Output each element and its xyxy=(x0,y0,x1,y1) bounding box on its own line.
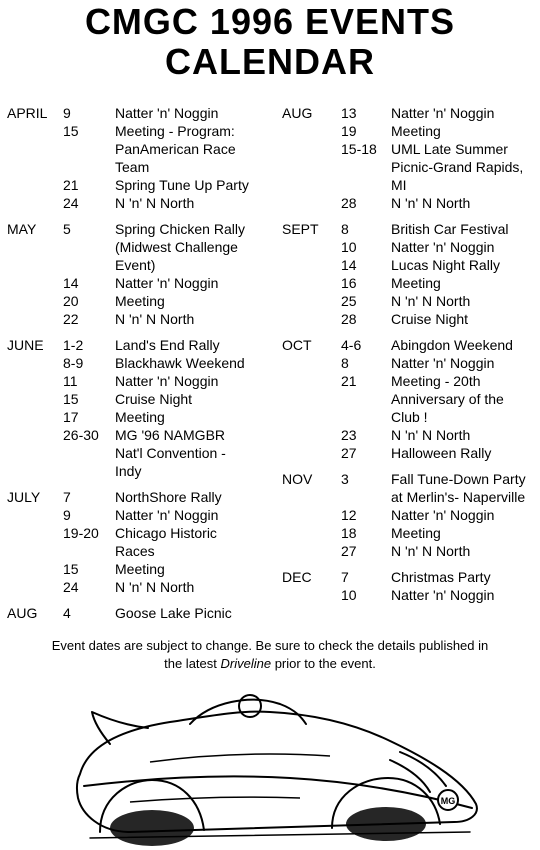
event-title xyxy=(115,426,279,480)
event-title xyxy=(115,506,279,524)
event-date: 25 xyxy=(341,293,357,309)
event-row xyxy=(341,140,540,194)
event-title-line: Meeting xyxy=(115,293,165,309)
event-date: 8-9 xyxy=(63,355,84,371)
event-title xyxy=(391,426,540,444)
event-date: 20 xyxy=(63,293,79,309)
event-date: 13 xyxy=(341,105,357,121)
event-list xyxy=(63,336,279,480)
event-row xyxy=(341,506,540,524)
note-text-after: prior to the event. xyxy=(271,656,376,671)
event-row xyxy=(63,122,279,176)
event-title xyxy=(115,578,279,596)
event-title xyxy=(115,310,279,328)
event-title-line: Natter 'n' Noggin xyxy=(391,507,495,523)
event-title xyxy=(391,256,540,274)
event-title xyxy=(391,238,540,256)
event-date: 28 xyxy=(341,195,357,211)
event-row xyxy=(341,586,540,604)
event-title xyxy=(391,310,540,328)
event-row xyxy=(341,310,540,328)
event-title xyxy=(115,292,279,310)
event-row xyxy=(63,604,279,622)
event-title xyxy=(115,104,279,122)
event-title-line: NorthShore Rally xyxy=(115,489,222,505)
event-row xyxy=(63,310,279,328)
event-date: 23 xyxy=(341,427,357,443)
event-title xyxy=(391,524,540,542)
event-title xyxy=(115,524,279,560)
month-block-oct xyxy=(282,336,540,462)
event-title-line: Races xyxy=(115,543,155,559)
event-title-line: Lucas Night Rally xyxy=(391,257,500,273)
month-block-april xyxy=(7,104,279,212)
event-title xyxy=(391,274,540,292)
event-title-line: N 'n' N North xyxy=(115,311,195,327)
event-date: 26-30 xyxy=(63,427,99,443)
event-date: 3 xyxy=(341,471,349,487)
event-title-line: at Merlin's- Naperville xyxy=(391,489,526,505)
event-title-line: Meeting xyxy=(115,409,165,425)
event-title-line: Indy xyxy=(115,463,142,479)
event-date: 21 xyxy=(63,177,79,193)
event-date: 27 xyxy=(341,543,357,559)
event-title xyxy=(115,408,279,426)
event-title-line: Christmas Party xyxy=(391,569,491,585)
month-name: JUNE xyxy=(7,337,44,353)
event-row xyxy=(341,470,540,506)
event-title-line: Meeting xyxy=(391,275,441,291)
event-row xyxy=(63,524,279,560)
event-title-line: Anniversary of the xyxy=(391,391,504,407)
event-row xyxy=(63,372,279,390)
event-title xyxy=(391,470,540,506)
event-list xyxy=(341,104,540,212)
event-title-line: Club ! xyxy=(391,409,428,425)
event-title-line: N 'n' N North xyxy=(115,195,195,211)
event-date: 12 xyxy=(341,507,357,523)
event-date: 15 xyxy=(63,123,79,139)
event-date: 15 xyxy=(63,391,79,407)
event-row xyxy=(341,220,540,238)
event-title-line: Spring Chicken Rally xyxy=(115,221,245,237)
event-list xyxy=(63,488,279,596)
event-title xyxy=(391,140,540,194)
event-row xyxy=(63,506,279,524)
note-line-1: Event dates are subject to change. Be sure to check the details published in xyxy=(51,638,489,653)
event-row xyxy=(341,336,540,354)
month-block-nov xyxy=(282,470,540,560)
event-row xyxy=(341,444,540,462)
event-title xyxy=(115,336,279,354)
event-title-line: MI xyxy=(391,177,407,193)
event-row xyxy=(63,408,279,426)
event-row xyxy=(63,292,279,310)
event-row xyxy=(63,488,279,506)
event-date: 17 xyxy=(63,409,79,425)
rear-wheel xyxy=(346,807,426,841)
event-title xyxy=(391,292,540,310)
event-list xyxy=(63,220,279,328)
event-title xyxy=(115,122,279,176)
front-wheel xyxy=(110,810,194,846)
event-title-line: Natter 'n' Noggin xyxy=(391,239,495,255)
event-title-line: British Car Festival xyxy=(391,221,509,237)
event-row xyxy=(341,274,540,292)
event-list xyxy=(63,604,279,622)
event-row xyxy=(341,426,540,444)
month-block-aug xyxy=(282,104,540,212)
event-title-line: Meeting - Program: xyxy=(115,123,235,139)
event-title-line: PanAmerican Race xyxy=(115,141,236,157)
event-title-line: Natter 'n' Noggin xyxy=(391,587,495,603)
event-list xyxy=(341,336,540,462)
event-row xyxy=(341,292,540,310)
event-title xyxy=(115,220,279,274)
note-line-2 xyxy=(0,655,540,673)
event-title-line: Natter 'n' Noggin xyxy=(115,275,219,291)
event-title-line: Goose Lake Picnic xyxy=(115,605,232,621)
event-title-line: Natter 'n' Noggin xyxy=(115,507,219,523)
event-row xyxy=(63,390,279,408)
event-row xyxy=(63,578,279,596)
event-title-line: Meeting - 20th xyxy=(391,373,481,389)
event-row xyxy=(341,372,540,426)
month-name: MAY xyxy=(7,221,37,237)
event-list xyxy=(341,568,540,604)
month-block-july xyxy=(7,488,279,596)
event-date: 9 xyxy=(63,507,71,523)
event-date: 18 xyxy=(341,525,357,541)
event-title xyxy=(115,194,279,212)
event-date: 15 xyxy=(63,561,79,577)
event-title-line: Picnic-Grand Rapids, xyxy=(391,159,524,175)
event-title xyxy=(391,372,540,426)
event-title-line: Meeting xyxy=(391,123,441,139)
event-date: 16 xyxy=(341,275,357,291)
calendar-left-column xyxy=(7,104,279,630)
event-title-line: Land's End Rally xyxy=(115,337,220,353)
calendar-right-column xyxy=(282,104,540,612)
event-date: 7 xyxy=(341,569,349,585)
event-title-line: UML Late Summer xyxy=(391,141,508,157)
event-row xyxy=(341,194,540,212)
event-title-line: Natter 'n' Noggin xyxy=(391,105,495,121)
month-name: SEPT xyxy=(282,221,319,237)
event-date: 7 xyxy=(63,489,71,505)
event-date: 5 xyxy=(63,221,71,237)
note-text-before: the latest xyxy=(164,656,221,671)
event-title xyxy=(391,444,540,462)
event-title xyxy=(391,586,540,604)
event-title xyxy=(391,506,540,524)
title-line-2: CALENDAR xyxy=(165,41,375,82)
event-date: 4 xyxy=(63,605,71,621)
event-title-line: Meeting xyxy=(391,525,441,541)
event-title-line: N 'n' N North xyxy=(391,195,471,211)
event-title xyxy=(391,336,540,354)
event-row xyxy=(63,560,279,578)
event-date: 24 xyxy=(63,195,79,211)
event-title xyxy=(115,274,279,292)
event-title xyxy=(115,372,279,390)
event-row xyxy=(63,354,279,372)
event-date: 14 xyxy=(63,275,79,291)
month-block-dec xyxy=(282,568,540,604)
event-title xyxy=(391,194,540,212)
mg-badge-text: MG xyxy=(440,796,456,806)
event-date: 28 xyxy=(341,311,357,327)
event-date: 10 xyxy=(341,587,357,603)
month-name: NOV xyxy=(282,471,313,487)
event-date: 21 xyxy=(341,373,357,389)
event-title-line: Chicago Historic xyxy=(115,525,217,541)
month-block-sept xyxy=(282,220,540,328)
event-date: 10 xyxy=(341,239,357,255)
event-title-line: Abingdon Weekend xyxy=(391,337,513,353)
event-row xyxy=(63,176,279,194)
streamliner-car-illustration xyxy=(70,682,490,846)
month-name: DEC xyxy=(282,569,312,585)
event-row xyxy=(63,426,279,480)
event-row xyxy=(63,336,279,354)
event-title xyxy=(115,560,279,578)
event-title-line: N 'n' N North xyxy=(391,293,471,309)
event-title-line: MG '96 NAMGBR xyxy=(115,427,226,443)
event-title-line: Spring Tune Up Party xyxy=(115,177,249,193)
month-block-may xyxy=(7,220,279,328)
month-block-aug xyxy=(7,604,279,622)
month-name: APRIL xyxy=(7,105,48,121)
event-date: 27 xyxy=(341,445,357,461)
event-title xyxy=(391,220,540,238)
event-title-line: (Midwest Challenge xyxy=(115,239,238,255)
event-title-line: Event) xyxy=(115,257,156,273)
title-line-1: CMGC 1996 EVENTS xyxy=(84,1,456,42)
month-name: OCT xyxy=(282,337,312,353)
event-date: 8 xyxy=(341,355,349,371)
event-title xyxy=(391,542,540,560)
event-title xyxy=(115,176,279,194)
month-name: AUG xyxy=(282,105,313,121)
event-row xyxy=(341,238,540,256)
event-date: 19 xyxy=(341,123,357,139)
event-row xyxy=(341,256,540,274)
event-date: 1-2 xyxy=(63,337,84,353)
event-row xyxy=(341,122,540,140)
event-row xyxy=(63,104,279,122)
event-title-line: Blackhawk Weekend xyxy=(115,355,245,371)
event-list xyxy=(341,470,540,560)
event-date: 8 xyxy=(341,221,349,237)
event-row xyxy=(63,274,279,292)
event-title-line: Nat'l Convention - xyxy=(115,445,226,461)
event-title xyxy=(115,488,279,506)
event-title xyxy=(115,390,279,408)
event-row xyxy=(341,354,540,372)
disclaimer-note xyxy=(0,637,540,673)
event-date: 11 xyxy=(63,373,78,389)
page-title xyxy=(0,2,540,82)
event-date: 22 xyxy=(63,311,79,327)
event-title xyxy=(391,104,540,122)
driver-helmet xyxy=(239,695,261,717)
event-list xyxy=(63,104,279,212)
event-title xyxy=(115,354,279,372)
month-block-june xyxy=(7,336,279,480)
event-title-line: Natter 'n' Noggin xyxy=(391,355,495,371)
event-title-line: Fall Tune-Down Party xyxy=(391,471,526,487)
event-title-line: Halloween Rally xyxy=(391,445,492,461)
event-date: 14 xyxy=(341,257,357,273)
month-name: JULY xyxy=(7,489,41,505)
event-title-line: Natter 'n' Noggin xyxy=(115,105,219,121)
event-row xyxy=(341,104,540,122)
event-title-line: Natter 'n' Noggin xyxy=(115,373,219,389)
event-title-line: Cruise Night xyxy=(391,311,469,327)
event-list xyxy=(341,220,540,328)
event-date: 15-18 xyxy=(341,141,377,157)
month-name: AUG xyxy=(7,605,38,621)
event-title-line: N 'n' N North xyxy=(391,427,471,443)
event-date: 19-20 xyxy=(63,525,99,541)
event-title-line: N 'n' N North xyxy=(115,579,195,595)
event-title-line: N 'n' N North xyxy=(391,543,471,559)
event-row xyxy=(63,220,279,274)
event-title xyxy=(391,568,540,586)
event-title xyxy=(115,604,279,622)
event-row xyxy=(341,524,540,542)
driveline-title: Driveline xyxy=(220,656,272,671)
event-date: 4-6 xyxy=(341,337,362,353)
event-title-line: Meeting xyxy=(115,561,165,577)
event-title xyxy=(391,122,540,140)
event-row xyxy=(341,568,540,586)
event-row xyxy=(63,194,279,212)
event-title-line: Cruise Night xyxy=(115,391,193,407)
event-row xyxy=(341,542,540,560)
event-date: 9 xyxy=(63,105,71,121)
event-date: 24 xyxy=(63,579,79,595)
event-title-line: Team xyxy=(115,159,150,175)
event-title xyxy=(391,354,540,372)
